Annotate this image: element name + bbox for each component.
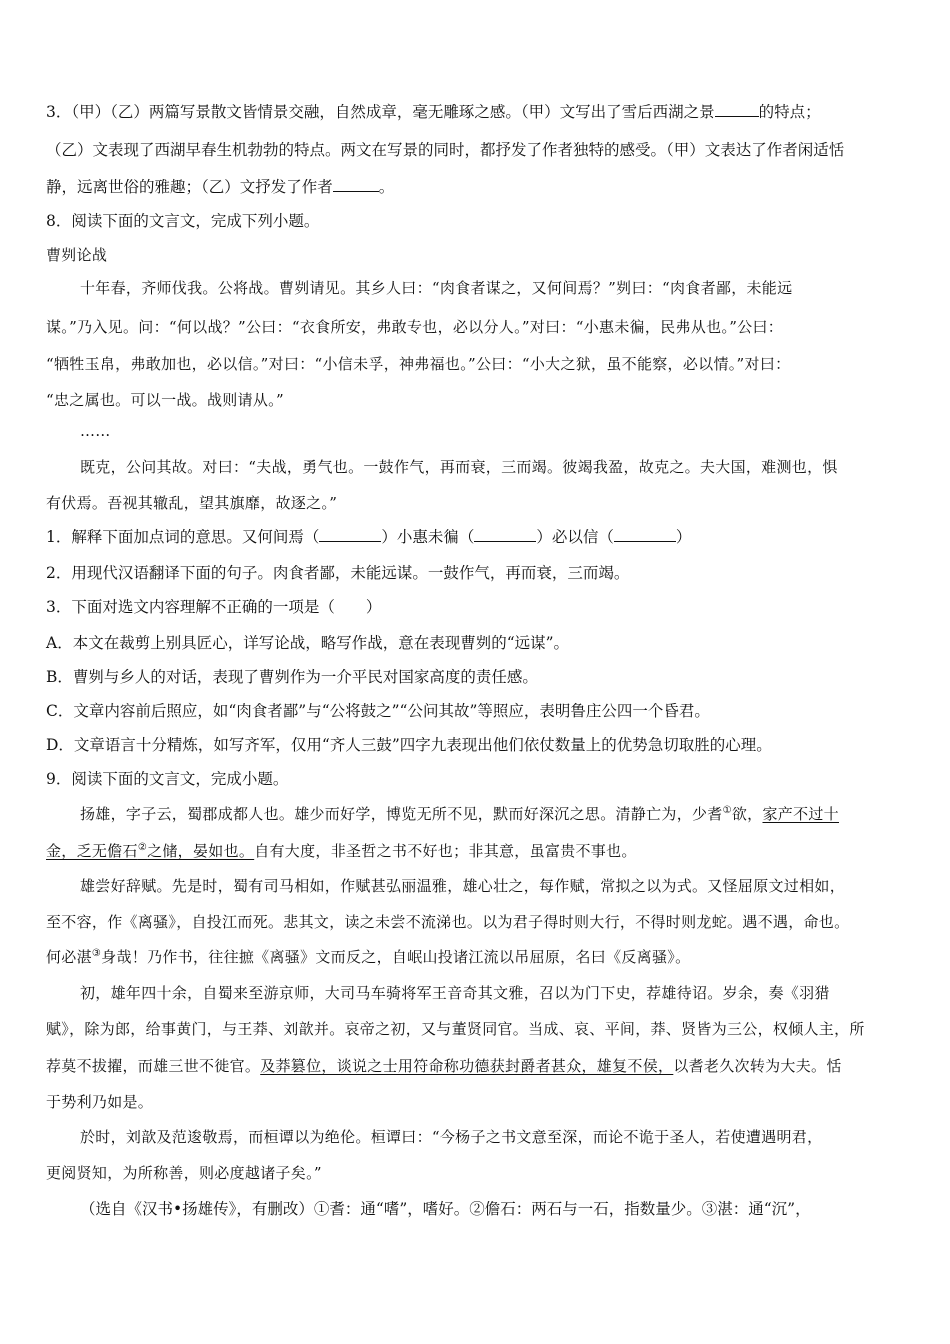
text: ） bbox=[675, 528, 692, 546]
text: 欲， bbox=[731, 805, 763, 823]
option-a: A．本文在裁剪上别具匠心，详写论战，略写作战，意在表现曹刿的“远谋”。 bbox=[46, 634, 570, 652]
text: 身哉！乃作书，往往摭《离骚》文而反之，自岷山投诸江流以吊屈原，名曰《反离骚》。 bbox=[101, 948, 691, 966]
footnote-marker: ② bbox=[137, 842, 148, 853]
text: 自有大度，非圣哲之书不好也；非其意，虽富贵不事也。 bbox=[254, 842, 637, 860]
source-note: （选自《汉书•扬雄传》，有删改）①耆：通“嗜”，嗜好。②儋石：两石与一石，指数量少。③湛：通“沉”， bbox=[80, 1200, 811, 1218]
q9-prompt: 9．阅读下面的文言文，完成小题。 bbox=[46, 770, 289, 788]
text: 。 bbox=[378, 178, 395, 196]
passage-line: 谋。”乃入见。问：“何以战？”公曰：“衣食所安，弗敢专也，必以分人。”对曰：“小惠未徧，民弗从也。”公曰： bbox=[46, 318, 784, 336]
option-c: C．文章内容前后照应，如“肉食者鄙”与“公将鼓之”“公问其故”等照应，表明鲁庄公四一个昏君。 bbox=[46, 702, 710, 720]
q8-sub2: 2．用现代汉语翻译下面的句子。肉食者鄙，未能远谋。一鼓作气，再而衰，三而竭。 bbox=[46, 564, 630, 582]
passage-line: 有伏焉。吾视其辙乱，望其旗靡，故逐之。” bbox=[46, 494, 338, 512]
text: 1．解释下面加点词的意思。又何间焉（ bbox=[46, 528, 320, 546]
text: 何必湛 bbox=[46, 948, 92, 966]
text: 静，远离世俗的雅趣；（乙）文抒发了作者 bbox=[46, 178, 333, 196]
underlined-sentence: 及莽篡位，谈说之士用符命称功德获封爵者甚众，雄复不侯， bbox=[260, 1057, 674, 1075]
passage-line: 更阅贤知，为所称善，则必度越诸子矣。” bbox=[46, 1164, 322, 1182]
option-b: B．曹刿与乡人的对话，表现了曹刿作为一介平民对国家高度的责任感。 bbox=[46, 668, 538, 686]
text: 荐莫不拔擢，而雄三世不徙官。 bbox=[46, 1057, 261, 1075]
answer-blank[interactable] bbox=[474, 527, 536, 542]
text: 之储，晏如也。 bbox=[147, 842, 255, 860]
q8-sub3: 3．下面对选文内容理解不正确的一项是（ ） bbox=[46, 598, 382, 616]
text: ）必以信（ bbox=[536, 528, 614, 546]
passage-line: 于势利乃如是。 bbox=[46, 1093, 154, 1111]
underlined-sentence bbox=[46, 842, 254, 860]
text: （乙）文表现了西湖早春生机勃勃的特点。两文在写景的同时，都抒发了作者独特的感受。（甲）文表达了作者闲适恬 bbox=[46, 141, 845, 159]
answer-blank[interactable] bbox=[333, 177, 379, 192]
q7-item3-line3 bbox=[46, 177, 394, 197]
passage-line: 雄尝好辞赋。先是时，蜀有司马相如，作赋甚弘丽温雅，雄心壮之，每作赋，常拟之以为式。又怪屈原文过相如， bbox=[80, 877, 846, 895]
text: 以耆老久次转为大夫。恬 bbox=[673, 1057, 842, 1075]
q7-item3-line1 bbox=[46, 102, 821, 122]
passage-line: 十年春，齐师伐我。公将战。曹刿请见。其乡人曰：“肉食者谋之，又何间焉？”刿曰：“肉食者鄙，未能远 bbox=[80, 279, 793, 297]
passage-line: 初，雄年四十余，自蜀来至游京师，大司马车骑将军王音奇其文雅，召以为门下史，荐雄待诏。岁余，奏《羽猎 bbox=[80, 984, 830, 1002]
text: 金，乏无儋石 bbox=[46, 842, 138, 860]
text: 3．（甲）（乙）两篇写景散文皆情景交融，自然成章，毫无雕琢之感。（甲）文写出了雪后西湖之景 bbox=[46, 103, 715, 121]
answer-blank[interactable] bbox=[319, 527, 381, 542]
passage-line: 於时，刘歆及范逡敬焉，而桓谭以为绝伦。桓谭曰：“今杨子之书文意至深，而论不诡于圣人，若使遭遇明君， bbox=[80, 1128, 823, 1146]
option-d: D．文章语言十分精炼，如写齐军，仅用“齐人三鼓”四字九表现出他们依仗数量上的优势急切取胜的心理。 bbox=[46, 736, 772, 754]
text: 扬雄，字子云，蜀郡成都人也。雄少而好学，博览无所不见，默而好深沉之思。清静亡为，少耆 bbox=[80, 805, 723, 823]
text: ）小惠未徧（ bbox=[381, 528, 475, 546]
answer-blank[interactable] bbox=[614, 527, 676, 542]
passage-line bbox=[46, 947, 690, 967]
passage-line bbox=[80, 804, 839, 824]
footnote-marker: ③ bbox=[91, 948, 102, 959]
passage-line bbox=[46, 1056, 842, 1076]
passage-title: 曹刿论战 bbox=[46, 246, 108, 264]
passage-line bbox=[46, 841, 637, 861]
q8-prompt: 8．阅读下面的文言文，完成下列小题。 bbox=[46, 212, 320, 230]
passage-line: 赋》，除为郎，给事黄门，与王莽、刘歆并。哀帝之初，又与董贤同官。当成、哀、平间，莽、贤皆为三公，权倾人主，所 bbox=[46, 1020, 865, 1038]
answer-blank[interactable] bbox=[715, 102, 759, 117]
q7-item3-line2 bbox=[46, 140, 844, 160]
passage-line: “忠之属也。可以一战。战则请从。” bbox=[46, 391, 284, 409]
q8-sub1 bbox=[46, 527, 691, 547]
passage-line: 至不容，作《离骚》，自投江而死。悲其文，读之未尝不流涕也。以为君子得时则大行，不得时则龙蛇。遇不遇，命也。 bbox=[46, 913, 850, 931]
passage-line: “牺牲玉帛，弗敢加也，必以信。”对曰：“小信未孚，神弗福也。”公曰：“小大之狱，虽不能察，必以情。”对曰： bbox=[46, 355, 791, 373]
footnote-marker: ① bbox=[722, 805, 732, 816]
text: 的特点； bbox=[758, 103, 821, 121]
passage-ellipsis: …… bbox=[80, 422, 111, 440]
underlined-sentence: 家产不过十 bbox=[762, 805, 839, 823]
passage-line: 既克，公问其故。对曰：“夫战，勇气也。一鼓作气，再而衰，三而竭。彼竭我盈，故克之。夫大国，难测也，惧 bbox=[80, 458, 838, 476]
